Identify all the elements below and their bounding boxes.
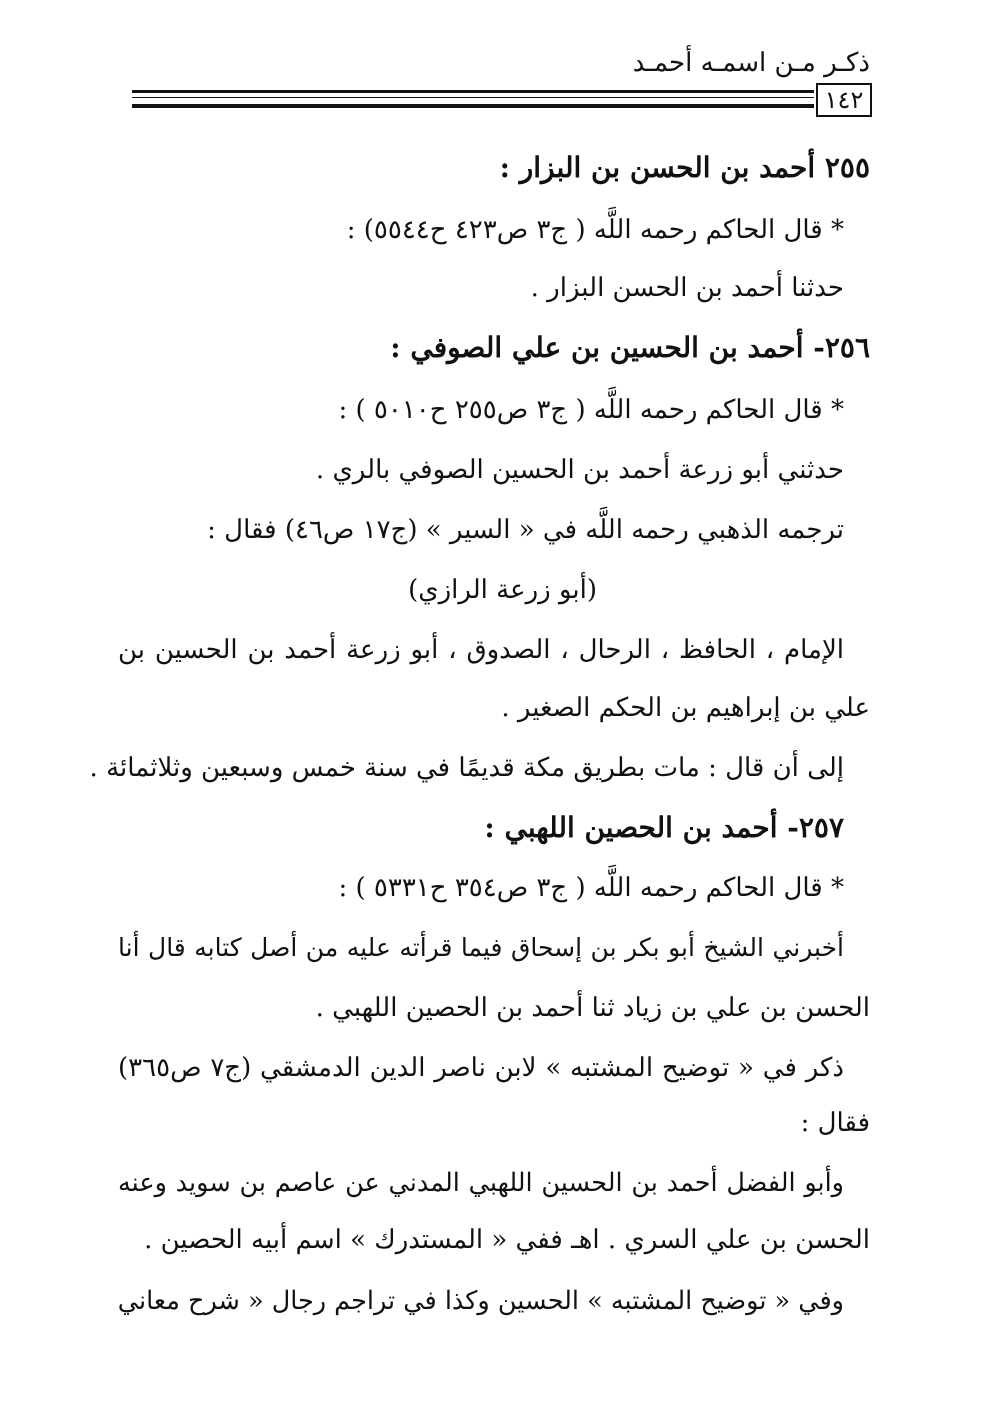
- entry-256-death: إلى أن قال : مات بطريق مكة قديمًا في سنة خمس وسبعين وثلاثمائة .: [89, 753, 844, 783]
- entry-255-source: * قال الحاكم رحمه اللَّه ( ج٣ ص٤٢٣ ح٥٥٤٤) :: [346, 215, 844, 245]
- entry-255-heading: ٢٥٥ أحمد بن الحسن بن البزار :: [499, 151, 870, 184]
- entry-256-bio-line-2: علي بن إبراهيم بن الحكم الصغير .: [501, 693, 870, 723]
- entry-257-quote-line-1: وأبو الفضل أحمد بن الحسين اللهبي المدني عن عاصم بن سويد وعنه: [118, 1168, 844, 1198]
- entry-256-dhahabi: ترجمه الذهبي رحمه اللَّه في « السير » (ج١٧ ص٤٦) فقال :: [207, 515, 844, 545]
- entry-256-heading: ٢٥٦- أحمد بن الحسين بن علي الصوفي :: [390, 331, 870, 364]
- entry-257-source: * قال الحاكم رحمه اللَّه ( ج٣ ص٣٥٤ ح٥٣٣١ ) :: [338, 873, 844, 903]
- entry-256-source: * قال الحاكم رحمه اللَّه ( ج٣ ص٢٥٥ ح٥٠١٠ ) :: [338, 395, 844, 425]
- header-rule-middle: [132, 97, 814, 98]
- entry-257-tawdih-line-2: فقال :: [800, 1108, 870, 1138]
- entry-257-last-line: وفي « توضيح المشتبه » الحسين وكذا في تراجم رجال « شرح معاني: [117, 1286, 844, 1316]
- entry-257-heading: ٢٥٧- أحمد بن الحصين اللهبي :: [484, 811, 844, 844]
- entry-257-text-line-1: أخبرني الشيخ أبو بكر بن إسحاق فيما قرأته عليه من أصل كتابه قال أنا: [118, 933, 844, 962]
- entry-255-text: حدثنا أحمد بن الحسن البزار .: [530, 273, 844, 303]
- entry-257-text-line-2: الحسن بن علي بن زياد ثنا أحمد بن الحصين اللهبي .: [315, 993, 870, 1023]
- page-number: ١٤٢: [816, 83, 872, 117]
- entry-256-bio-line-1: الإمام ، الحافظ ، الرحال ، الصدوق ، أبو زرعة أحمد بن الحسين بن: [118, 635, 844, 665]
- entry-257-tawdih-line-1: ذكر في « توضيح المشتبه » لابن ناصر الدين الدمشقي (ج٧ ص٣٦٥): [118, 1053, 844, 1083]
- header-rule-bottom: [132, 104, 814, 108]
- entry-256-title: (أبو زرعة الرازي): [408, 575, 597, 605]
- entry-257-quote-line-2: الحسن بن علي السري . اهـ ففي « المستدرك » اسم أبيه الحصين .: [144, 1225, 870, 1255]
- header-rule-top: [132, 90, 814, 93]
- running-title: ذكـر مـن اسمـه أحمـد: [632, 48, 870, 78]
- entry-256-text: حدثني أبو زرعة أحمد بن الحسين الصوفي بالري .: [315, 455, 844, 485]
